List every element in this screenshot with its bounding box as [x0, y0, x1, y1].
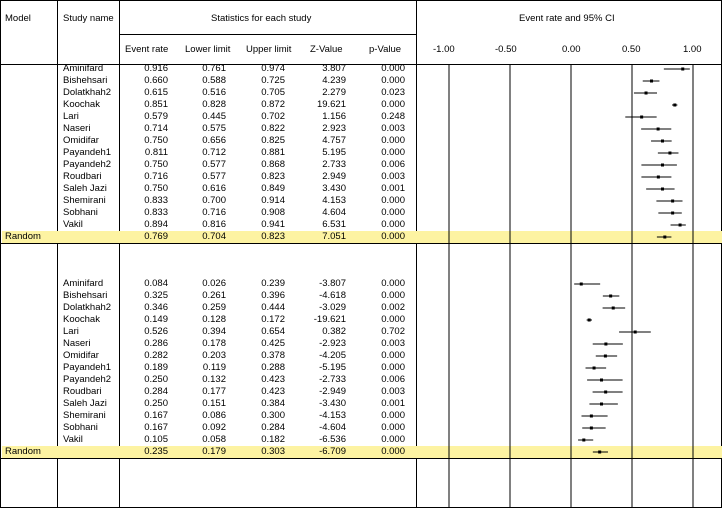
stat-event-rate: 0.579 [144, 111, 168, 122]
point-estimate [580, 283, 583, 286]
summary-lower: 0.704 [202, 231, 226, 242]
summary-point [598, 451, 601, 454]
stat-z: 2.279 [322, 87, 346, 98]
stat-p: 0.003 [381, 386, 405, 397]
stat-lower: 0.712 [202, 147, 226, 158]
stat-p: 0.702 [381, 326, 405, 337]
stat-p: 0.000 [381, 207, 405, 218]
stat-p: 0.000 [381, 410, 405, 421]
stat-upper: 0.825 [261, 135, 285, 146]
stat-p: 0.001 [381, 398, 405, 409]
stat-lower: 0.656 [202, 135, 226, 146]
stat-z: 6.531 [322, 219, 346, 230]
point-estimate [612, 307, 615, 310]
stat-event-rate: 0.284 [144, 386, 168, 397]
summary-event-rate: 0.769 [144, 231, 168, 242]
model-label: Random [5, 446, 41, 457]
study-name: Omidifar [63, 350, 99, 361]
point-estimate [604, 343, 607, 346]
stat-p: 0.000 [381, 362, 405, 373]
stat-p: 0.000 [381, 99, 405, 110]
stat-upper: 0.444 [261, 302, 285, 313]
stat-p: 0.000 [381, 290, 405, 301]
stat-p: 0.000 [381, 278, 405, 289]
study-name: Dolatkhah2 [63, 302, 112, 313]
stat-event-rate: 0.250 [144, 398, 168, 409]
point-estimate [671, 212, 674, 215]
stat-p: 0.000 [381, 63, 405, 74]
stat-z: 19.621 [316, 99, 346, 110]
stat-p: 0.000 [381, 135, 405, 146]
stat-upper: 0.425 [261, 338, 285, 349]
point-estimate [590, 427, 593, 430]
stat-z: 1.156 [322, 111, 346, 122]
col-p-value: p-Value [369, 44, 402, 55]
stat-lower: 0.700 [202, 195, 226, 206]
summary-lower: 0.179 [202, 446, 226, 457]
stat-upper: 0.908 [261, 207, 285, 218]
study-name: Vakil [63, 219, 83, 230]
stat-upper: 0.384 [261, 398, 285, 409]
stat-lower: 0.151 [202, 398, 226, 409]
stat-event-rate: 0.105 [144, 434, 168, 445]
point-estimate [604, 355, 607, 358]
point-estimate [645, 92, 648, 95]
stat-event-rate: 0.346 [144, 302, 168, 313]
stat-z: -2.923 [319, 338, 346, 349]
summary-upper: 0.303 [261, 446, 285, 457]
point-estimate [661, 164, 664, 167]
stat-p: 0.000 [381, 434, 405, 445]
study-name: Saleh Jazi [63, 398, 107, 409]
col-lower-limit: Lower limit [185, 44, 231, 55]
point-estimate [668, 152, 671, 155]
stat-upper: 0.725 [261, 75, 285, 86]
stat-lower: 0.516 [202, 87, 226, 98]
stat-event-rate: 0.894 [144, 219, 168, 230]
stat-z: -3.430 [319, 398, 346, 409]
point-estimate [604, 391, 607, 394]
stat-z: 3.430 [322, 183, 346, 194]
stat-event-rate: 0.916 [144, 63, 168, 74]
stat-upper: 0.300 [261, 410, 285, 421]
study-name: Shemirani [63, 195, 106, 206]
stat-lower: 0.026 [202, 278, 226, 289]
study-name: Aminifard [63, 278, 104, 289]
stat-upper: 0.849 [261, 183, 285, 194]
stat-lower: 0.577 [202, 159, 226, 170]
stat-z: 3.807 [322, 63, 346, 74]
stat-event-rate: 0.851 [144, 99, 168, 110]
summary-z: 7.051 [322, 231, 346, 242]
x-tick-label: 1.00 [683, 44, 702, 55]
stat-lower: 0.577 [202, 171, 226, 182]
header-ci-title: Event rate and 95% CI [519, 13, 615, 24]
stat-event-rate: 0.811 [144, 147, 168, 158]
stat-upper: 0.823 [261, 171, 285, 182]
study-name: Payandeh1 [63, 147, 112, 158]
point-estimate [609, 295, 612, 298]
model-label: Random [5, 231, 41, 242]
study-name: Sobhani [63, 207, 98, 218]
study-name: Roudbari [63, 171, 102, 182]
stat-event-rate: 0.286 [144, 338, 168, 349]
stat-event-rate: 0.750 [144, 183, 168, 194]
stat-p: 0.000 [381, 422, 405, 433]
stat-upper: 0.941 [261, 219, 285, 230]
stat-event-rate: 0.833 [144, 195, 168, 206]
stat-z: -2.733 [319, 374, 346, 385]
study-name: Naseri [63, 338, 91, 349]
study-name: Bishehsari [63, 290, 108, 301]
study-name: Lari [63, 111, 79, 122]
stat-p: 0.006 [381, 374, 405, 385]
stat-upper: 0.288 [261, 362, 285, 373]
stat-event-rate: 0.750 [144, 159, 168, 170]
study-name: Koochak [63, 99, 100, 110]
stat-upper: 0.654 [261, 326, 285, 337]
stat-lower: 0.588 [202, 75, 226, 86]
stat-event-rate: 0.660 [144, 75, 168, 86]
stat-z: -4.604 [319, 422, 346, 433]
stat-lower: 0.816 [202, 219, 226, 230]
stat-upper: 0.868 [261, 159, 285, 170]
summary-p: 0.000 [381, 446, 405, 457]
stat-upper: 0.396 [261, 290, 285, 301]
point-estimate [588, 319, 591, 322]
stat-z: -4.618 [319, 290, 346, 301]
stat-p: 0.002 [381, 302, 405, 313]
stat-upper: 0.881 [261, 147, 285, 158]
stat-event-rate: 0.084 [144, 278, 168, 289]
stat-upper: 0.239 [261, 278, 285, 289]
point-estimate [661, 140, 664, 143]
header-stats-title: Statistics for each study [211, 13, 312, 24]
stat-lower: 0.394 [202, 326, 226, 337]
stat-upper: 0.705 [261, 87, 285, 98]
summary-upper: 0.823 [261, 231, 285, 242]
stat-z: 4.239 [322, 75, 346, 86]
study-name: Naseri [63, 123, 91, 134]
stat-event-rate: 0.325 [144, 290, 168, 301]
stat-z: -19.621 [313, 314, 346, 325]
summary-point [663, 236, 666, 239]
study-name: Lari [63, 326, 79, 337]
study-name: Bishehsari [63, 75, 108, 86]
point-estimate [590, 415, 593, 418]
stat-upper: 0.172 [261, 314, 285, 325]
stat-upper: 0.284 [261, 422, 285, 433]
point-estimate [661, 188, 664, 191]
stat-upper: 0.914 [261, 195, 285, 206]
stat-upper: 0.822 [261, 123, 285, 134]
stat-event-rate: 0.282 [144, 350, 168, 361]
stat-lower: 0.616 [202, 183, 226, 194]
stat-lower: 0.058 [202, 434, 226, 445]
stat-p: 0.003 [381, 338, 405, 349]
stat-p: 0.248 [381, 111, 405, 122]
stat-lower: 0.716 [202, 207, 226, 218]
stat-p: 0.000 [381, 350, 405, 361]
stat-upper: 0.423 [261, 374, 285, 385]
point-estimate [657, 128, 660, 131]
stat-z: 4.604 [322, 207, 346, 218]
study-name: Saleh Jazi [63, 183, 107, 194]
stat-event-rate: 0.189 [144, 362, 168, 373]
point-estimate [600, 379, 603, 382]
stat-upper: 0.423 [261, 386, 285, 397]
point-estimate [593, 367, 596, 370]
stat-z: -2.949 [319, 386, 346, 397]
stat-upper: 0.182 [261, 434, 285, 445]
stat-p: 0.023 [381, 87, 405, 98]
summary-z: -6.709 [319, 446, 346, 457]
stat-p: 0.003 [381, 171, 405, 182]
stat-p: 0.000 [381, 147, 405, 158]
stat-p: 0.000 [381, 219, 405, 230]
study-name: Payandeh2 [63, 159, 112, 170]
stat-z: 4.153 [322, 195, 346, 206]
stat-upper: 0.378 [261, 350, 285, 361]
point-estimate [679, 224, 682, 227]
stat-event-rate: 0.149 [144, 314, 168, 325]
study-name: Sobhani [63, 422, 98, 433]
col-z-value: Z-Value [310, 44, 343, 55]
stat-event-rate: 0.167 [144, 422, 168, 433]
study-name: Aminifard [63, 63, 104, 74]
stat-lower: 0.132 [202, 374, 226, 385]
stat-event-rate: 0.716 [144, 171, 168, 182]
stat-z: 2.923 [322, 123, 346, 134]
study-name: Roudbari [63, 386, 102, 397]
stat-upper: 0.872 [261, 99, 285, 110]
summary-event-rate: 0.235 [144, 446, 168, 457]
stat-z: -5.195 [319, 362, 346, 373]
x-tick-label: 0.50 [622, 44, 641, 55]
stat-event-rate: 0.615 [144, 87, 168, 98]
col-event-rate: Event rate [125, 44, 169, 55]
stat-lower: 0.092 [202, 422, 226, 433]
stat-p: 0.000 [381, 195, 405, 206]
stat-upper: 0.974 [261, 63, 285, 74]
study-name: Vakil [63, 434, 83, 445]
stat-event-rate: 0.750 [144, 135, 168, 146]
stat-lower: 0.259 [202, 302, 226, 313]
stat-z: 2.733 [322, 159, 346, 170]
stat-z: 0.382 [322, 326, 346, 337]
stat-z: -3.029 [319, 302, 346, 313]
stat-z: -4.153 [319, 410, 346, 421]
stat-event-rate: 0.167 [144, 410, 168, 421]
stat-z: 2.949 [322, 171, 346, 182]
stat-lower: 0.086 [202, 410, 226, 421]
study-name: Payandeh1 [63, 362, 112, 373]
stat-lower: 0.128 [202, 314, 226, 325]
study-name: Shemirani [63, 410, 106, 421]
point-estimate [673, 104, 676, 107]
forest-plot [1, 1, 722, 508]
stat-z: -6.536 [319, 434, 346, 445]
point-estimate [640, 116, 643, 119]
summary-p: 0.000 [381, 231, 405, 242]
stat-lower: 0.119 [202, 362, 226, 373]
point-estimate [582, 439, 585, 442]
stat-p: 0.006 [381, 159, 405, 170]
point-estimate [671, 200, 674, 203]
stat-lower: 0.178 [202, 338, 226, 349]
point-estimate [650, 80, 653, 83]
stat-lower: 0.261 [202, 290, 226, 301]
x-tick-label: -0.50 [495, 44, 517, 55]
study-name: Dolatkhah2 [63, 87, 112, 98]
stat-lower: 0.445 [202, 111, 226, 122]
stat-z: 5.195 [322, 147, 346, 158]
x-tick-label: 0.00 [562, 44, 581, 55]
point-estimate [600, 403, 603, 406]
header-study-name: Study name [63, 13, 114, 24]
point-estimate [681, 68, 684, 71]
stat-lower: 0.203 [202, 350, 226, 361]
stat-lower: 0.828 [202, 99, 226, 110]
stat-p: 0.003 [381, 123, 405, 134]
study-name: Koochak [63, 314, 100, 325]
header-model: Model [5, 13, 31, 24]
stat-z: -3.807 [319, 278, 346, 289]
stat-p: 0.001 [381, 183, 405, 194]
stat-z: 4.757 [322, 135, 346, 146]
stat-upper: 0.702 [261, 111, 285, 122]
point-estimate [634, 331, 637, 334]
stat-p: 0.000 [381, 75, 405, 86]
stat-event-rate: 0.526 [144, 326, 168, 337]
stat-lower: 0.177 [202, 386, 226, 397]
stat-lower: 0.575 [202, 123, 226, 134]
stat-p: 0.000 [381, 314, 405, 325]
stat-z: -4.205 [319, 350, 346, 361]
stat-event-rate: 0.833 [144, 207, 168, 218]
stat-event-rate: 0.714 [144, 123, 168, 134]
study-name: Payandeh2 [63, 374, 112, 385]
stat-lower: 0.761 [202, 63, 226, 74]
col-upper-limit: Upper limit [246, 44, 292, 55]
study-name: Omidifar [63, 135, 99, 146]
x-tick-label: -1.00 [433, 44, 455, 55]
point-estimate [657, 176, 660, 179]
stat-event-rate: 0.250 [144, 374, 168, 385]
